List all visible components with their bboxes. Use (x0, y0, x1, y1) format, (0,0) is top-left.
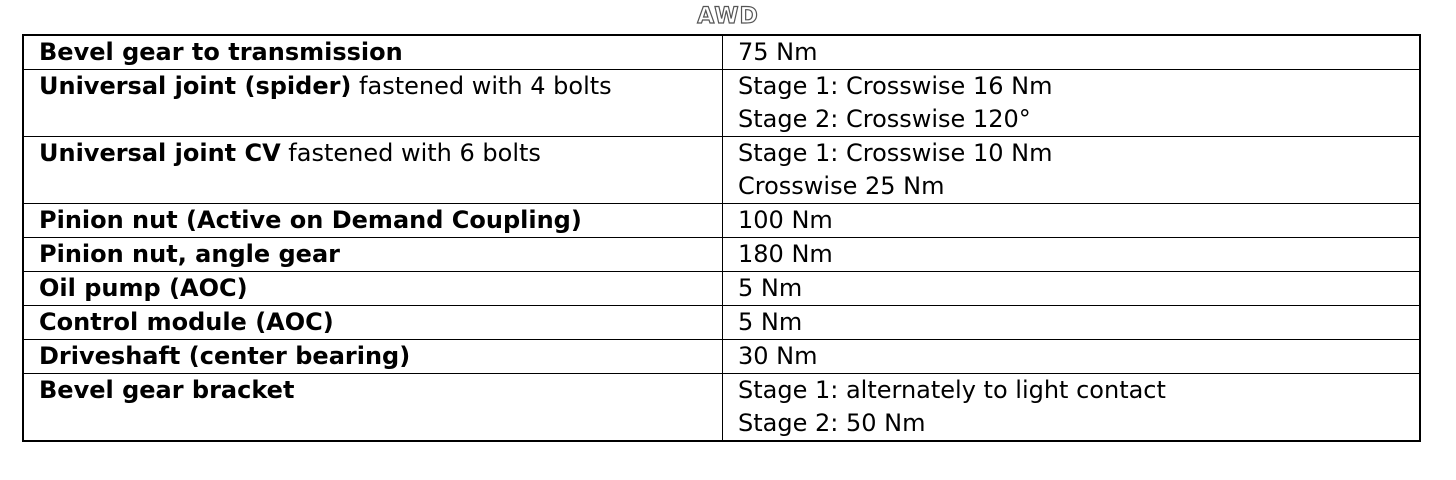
component-name: Oil pump (AOC) (39, 274, 248, 302)
component-cell (23, 137, 723, 204)
torque-cell (723, 137, 1421, 204)
table-row (23, 340, 1420, 374)
torque-cell (723, 340, 1421, 374)
component-name: Pinion nut (Active on Demand Coupling) (39, 206, 582, 234)
torque-value: Crosswise 25 Nm (738, 172, 945, 200)
table-title: AWD (697, 4, 759, 29)
component-cell (23, 306, 723, 340)
component-cell (23, 272, 723, 306)
component-name: Bevel gear to transmission (39, 38, 403, 66)
table-row (23, 306, 1420, 340)
torque-value: Stage 2: 50 Nm (738, 409, 926, 437)
torque-cell (723, 306, 1421, 340)
component-name: Bevel gear bracket (39, 376, 295, 404)
table-row (23, 137, 1420, 204)
torque-cell (723, 35, 1421, 70)
component-cell (23, 204, 723, 238)
component-name: Universal joint (spider) (39, 72, 352, 100)
component-name: Control module (AOC) (39, 308, 334, 336)
component-note: fastened with 6 bolts (280, 139, 541, 167)
torque-value: 30 Nm (738, 342, 818, 370)
component-name: Pinion nut, angle gear (39, 240, 340, 268)
table-row (23, 35, 1420, 70)
component-cell (23, 374, 723, 442)
component-note: fastened with 4 bolts (351, 72, 612, 100)
torque-cell (723, 204, 1421, 238)
component-cell (23, 70, 723, 137)
component-cell (23, 340, 723, 374)
torque-spec-table (22, 34, 1421, 442)
torque-value: 100 Nm (738, 206, 833, 234)
torque-value: Stage 1: alternately to light contact (738, 376, 1166, 404)
torque-value: 5 Nm (738, 274, 803, 302)
table-row (23, 204, 1420, 238)
table-row (23, 238, 1420, 272)
torque-value: Stage 1: Crosswise 16 Nm (738, 72, 1053, 100)
table-row (23, 374, 1420, 442)
torque-cell (723, 238, 1421, 272)
torque-value: 5 Nm (738, 308, 803, 336)
component-cell (23, 35, 723, 70)
torque-value: Stage 1: Crosswise 10 Nm (738, 139, 1053, 167)
torque-value: 180 Nm (738, 240, 833, 268)
torque-cell (723, 374, 1421, 442)
table-row (23, 70, 1420, 137)
torque-cell (723, 272, 1421, 306)
table-row (23, 272, 1420, 306)
component-cell (23, 238, 723, 272)
torque-cell (723, 70, 1421, 137)
torque-value: 75 Nm (738, 38, 818, 66)
torque-value: Stage 2: Crosswise 120° (738, 105, 1031, 133)
component-name: Universal joint CV (39, 139, 281, 167)
component-name: Driveshaft (center bearing) (39, 342, 411, 370)
